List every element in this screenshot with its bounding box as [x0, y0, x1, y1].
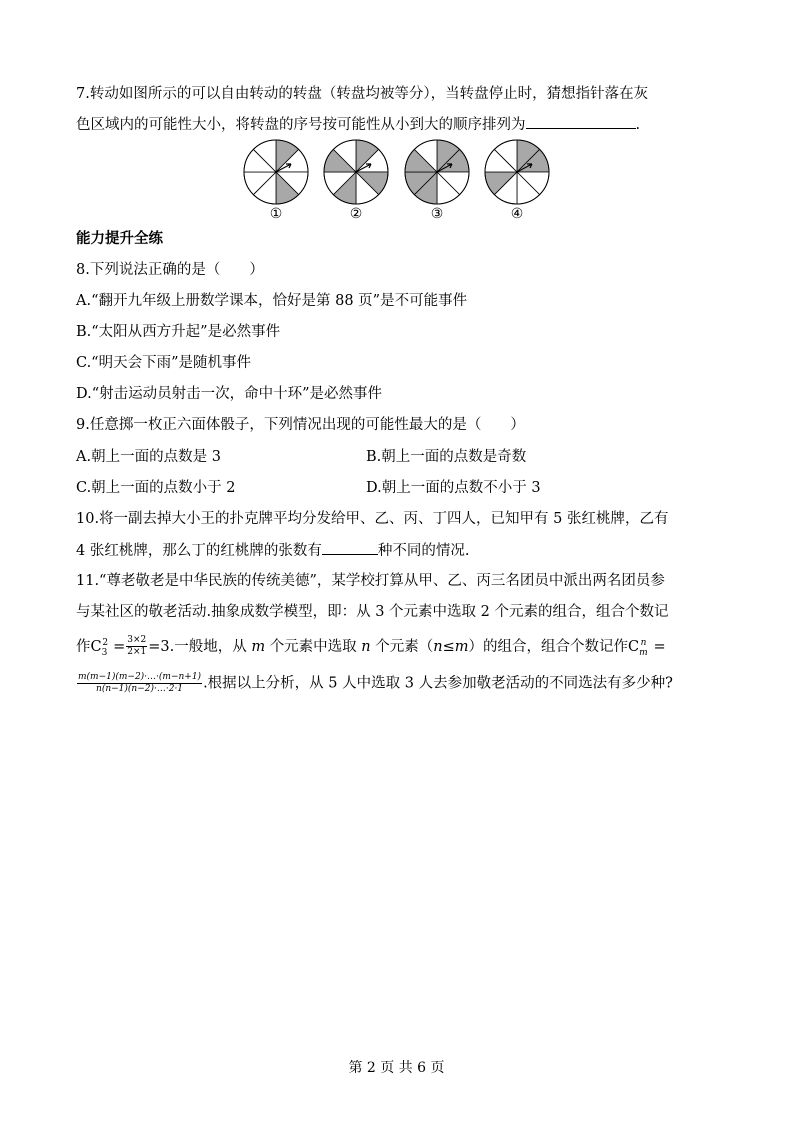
- q11-text-b: =3.一般地，从: [148, 638, 247, 655]
- q9-option-b: B.朝上一面的点数是奇数: [366, 449, 527, 465]
- q8-option-d: D.“射击运动员射击一次，命中十环”是必然事件: [76, 386, 383, 402]
- spinner-wheel: [323, 139, 389, 205]
- combination-formula-fraction: $\frac{m(m-1)(m-2)\cdot\dots\cdot(m-n+1)}{n(n-1)(n-2)\cdot\dots\cdot 2\cdot 1}$: [78, 672, 202, 694]
- q7-line1: 7.转动如图所示的可以自由转动的转盘（转盘均被等分），当转盘停止时，猜想指针落在灰: [76, 86, 649, 102]
- fraction-3x2-over-2x1: $\frac{3\times 2}{2\times 1}$: [127, 635, 147, 658]
- q11-text-e: ）的组合，组合个数记作: [468, 638, 628, 655]
- q10-line1: 10.将一副去掉大小王的扑克牌平均分发给甲、乙、丙、丁四人，已知甲有 5 张红桃牌，乙有: [76, 511, 669, 527]
- q7-line2-text: 色区域内的可能性大小，将转盘的序号按可能性从小到大的顺序排列为: [76, 117, 526, 133]
- q11-line3: [76, 633, 666, 663]
- q11-text-c: 个元素中选取: [269, 638, 357, 655]
- q8-option-a: A.“翻开九年级上册数学课本，恰好是第 88 页”是不可能事件: [76, 293, 468, 309]
- spinner-label: ②: [349, 206, 363, 222]
- spinner-1: [243, 139, 309, 221]
- q10-line2-end: 种不同的情况.: [377, 543, 470, 559]
- q9-option-a: A.朝上一面的点数是 3: [76, 449, 221, 465]
- q7-line2-end: .: [635, 117, 641, 133]
- q11-line1: 11.“尊老敬老是中华民族的传统美德”，某学校打算从甲、乙、丙三名团员中派出两名团员参: [76, 573, 665, 589]
- q10-line2: [76, 540, 469, 561]
- spinner-label: ③: [430, 206, 444, 222]
- q7-line2: [76, 114, 640, 135]
- q11-line2: 与某社区的敬老活动.抽象成数学模型，即：从 3 个元素中选取 2 个元素的组合，组合个数记: [76, 604, 669, 620]
- q8-stem: 8.下列说法正确的是（ ）: [76, 262, 264, 278]
- q11-text-d: 个元素（: [375, 638, 434, 655]
- section-title: 能力提升全练: [76, 231, 163, 247]
- spinner-wheel: [404, 139, 470, 205]
- var-m: m: [251, 638, 266, 655]
- q11-text-a: 作: [76, 638, 91, 655]
- spinner-2: [323, 139, 389, 221]
- combination-c32: $C_3^2$: [90, 638, 109, 658]
- page-footer: 第 2 页 共 6 页: [348, 1060, 445, 1076]
- spinner-wheel: [243, 139, 309, 205]
- q8-option-b: B.“太阳从西方升起”是必然事件: [76, 324, 281, 340]
- var-n: n: [361, 638, 371, 655]
- q10-line2-start: 4 张红桃牌，那么丁的红桃牌的张数有: [76, 543, 322, 559]
- q9-row2: [76, 478, 541, 498]
- q7-answer-blank[interactable]: [526, 114, 636, 129]
- q11-line4-text: .根据以上分析，从 5 人中选取 3 人去参加敬老活动的不同选法有多少种?: [203, 675, 673, 692]
- q9-option-c: C.朝上一面的点数小于 2: [76, 480, 236, 496]
- combination-cnm: $C_m^n$: [628, 638, 648, 658]
- condition-n-le-m: n≤m: [433, 638, 469, 655]
- spinner-label: ④: [510, 206, 524, 222]
- equals-sign: =: [113, 638, 126, 655]
- spinner-4: [484, 139, 550, 221]
- spinner-3: [404, 139, 470, 221]
- spinner-wheel: [484, 139, 550, 205]
- spinner-label: ①: [269, 206, 283, 222]
- q9-stem: 9.任意掷一枚正六面体骰子，下列情况出现的可能性最大的是（ ）: [76, 417, 525, 433]
- q10-answer-blank[interactable]: [322, 540, 378, 555]
- q9-row1: [76, 447, 527, 467]
- q11-line4: [76, 672, 673, 695]
- equals-sign-2: =: [653, 638, 666, 655]
- spinner-figures: [243, 139, 563, 223]
- q8-option-c: C.“明天会下雨”是随机事件: [76, 355, 252, 371]
- q9-option-d: D.朝上一面的点数不小于 3: [366, 480, 541, 496]
